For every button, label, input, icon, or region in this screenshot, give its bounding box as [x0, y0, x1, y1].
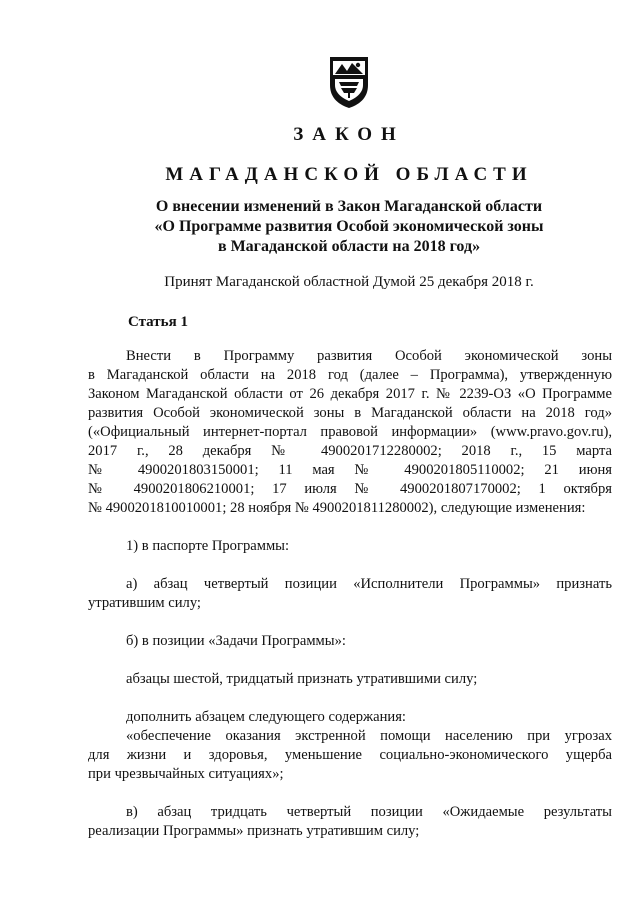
item-v-paragraph [88, 803, 612, 841]
text-line: Внести в Программу развития Особой экономической зоны [126, 348, 612, 364]
text-line: реализации Программы» признать утратившим силу; [88, 823, 420, 839]
text-line: 2017 г., 28 декабря № 4900201712280002; 2018 г., 15 марта [88, 443, 612, 459]
law-heading: ЗАКОН [293, 124, 405, 145]
law-subtitle [100, 197, 598, 257]
item-a-paragraph [88, 575, 612, 613]
text-line: «обеспечение оказания экстренной помощи населению при угрозах [126, 728, 612, 744]
item-b-heading: б) в позиции «Задачи Программы»: [126, 633, 346, 649]
subtitle-line: О внесении изменений в Закон Магаданской области [155, 198, 543, 215]
document-body [88, 347, 612, 841]
article-heading: Статья 1 [128, 314, 188, 330]
text-line: развития Особой экономической зоны в Магаданской области на 2018 год» [88, 405, 612, 421]
item-b-text-repeal: абзацы шестой, тридцатый признать утратившими силу; [126, 671, 478, 687]
text-line: Законом Магаданской области от 26 декабря 2017 г. № 2239-ОЗ «О Программе [88, 386, 612, 402]
subtitle-line: в Магаданской области на 2018 год» [217, 238, 481, 255]
text-line: в Магаданской области на 2018 год (далее – Программа), утвержденную [88, 367, 612, 383]
text-line: № 4900201806210001; 17 июля № 4900201807170002; 1 октября [88, 481, 612, 497]
text-line: а) абзац четвертый позиции «Исполнители Программы» признать [126, 576, 612, 592]
text-line: № 4900201810010001; 28 ноября № 4900201811280002), следующие изменения: [88, 500, 586, 516]
region-heading: МАГАДАНСКОЙ ОБЛАСТИ [165, 164, 533, 185]
text-line: утратившим силу; [88, 595, 201, 611]
adoption-note: Принят Магаданской областной Думой 25 декабря 2018 г. [164, 274, 534, 290]
text-line: при чрезвычайных ситуациях»; [88, 766, 284, 782]
text-line: в) абзац тридцать четвертый позиции «Ожидаемые результаты [126, 804, 612, 820]
intro-paragraph [88, 347, 612, 518]
text-line: для жизни и здоровья, уменьшение социально-экономического ущерба [88, 747, 612, 763]
subtitle-line: «О Программе развития Особой экономической зоны [154, 218, 544, 235]
text-line: («Официальный интернет-портал правовой информации» (www.pravo.gov.ru), [88, 424, 612, 440]
item-1-passport: 1) в паспорте Программы: [126, 538, 290, 554]
text-line: № 4900201803150001; 11 мая № 4900201805110002; 21 июня [88, 462, 612, 478]
item-b-quote [88, 727, 612, 784]
item-b-text-add: дополнить абзацем следующего содержания: [126, 709, 406, 725]
coat-of-arms-icon [328, 55, 370, 109]
